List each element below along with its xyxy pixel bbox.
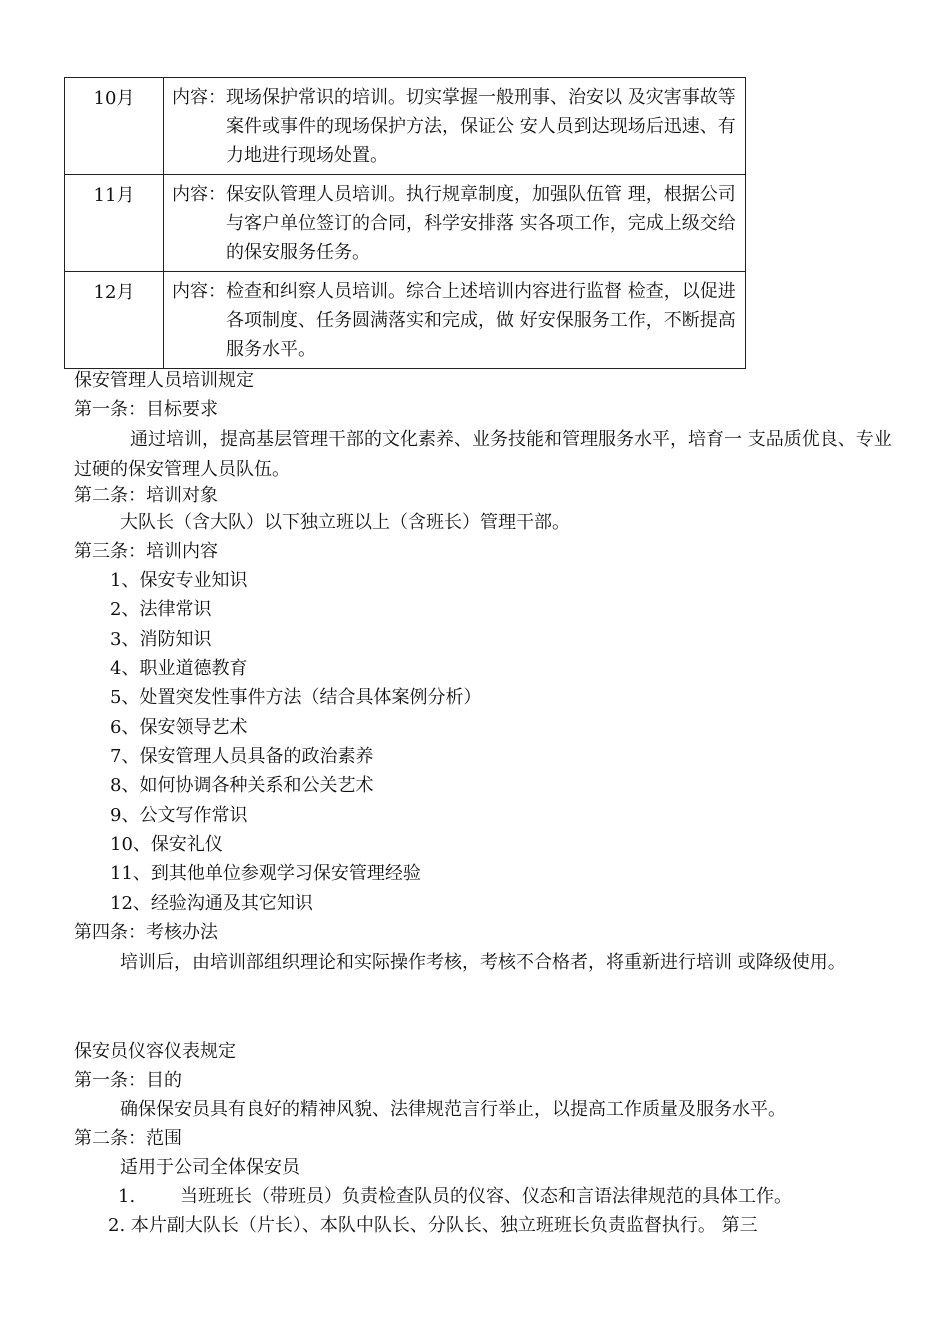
- content-text: 内容：检查和纠察人员培训。综合上述培训内容进行监督 检查，以促进各项制度、任务圆满落实和完成，做 好安保服务工作，不断提高服务水平。: [172, 281, 736, 360]
- month-cell: 10月: [65, 78, 164, 175]
- list-item: 10、保安礼仪: [110, 834, 223, 855]
- list-item: 2、法律常识: [110, 599, 212, 620]
- article-text: 通过培训，提高基层管理干部的文化素养、业务技能和管理服务水平，培育一 支品质优良、专业过硬的保安管理人员队伍。: [74, 429, 892, 480]
- article-heading: 第一条：目标要求: [74, 399, 218, 420]
- list-item: 8、如何协调各种关系和公关艺术: [110, 775, 374, 796]
- article-heading: 第二条：范围: [74, 1128, 182, 1149]
- article-heading: 第一条：目的: [74, 1070, 182, 1091]
- month-cell: 12月: [65, 272, 164, 369]
- month-cell: 11月: [65, 175, 164, 272]
- article-text: 适用于公司全体保安员: [120, 1157, 300, 1178]
- content-cell: [164, 272, 746, 369]
- list-item: 6、保安领导艺术: [110, 717, 248, 738]
- list-item: 2. 本片副大队长（片长）、本队中队长、分队长、独立班班长负责监督执行。 第三: [108, 1215, 758, 1236]
- content-cell: [164, 78, 746, 175]
- article-heading: 第四条：考核办法: [74, 922, 218, 943]
- list-item: 1、保安专业知识: [110, 570, 248, 591]
- list-item: 9、公文写作常识: [110, 805, 248, 826]
- article-heading: 第二条：培训对象: [74, 485, 218, 506]
- section-title: 保安员仪容仪表规定: [74, 1041, 236, 1062]
- content-cell: [164, 175, 746, 272]
- table-row: [65, 78, 746, 175]
- content-text: 内容：现场保护常识的培训。切实掌握一般刑事、治安以 及灾害事故等案件或事件的现场保护方法，保证公 安人员到达现场后迅速、有力地进行现场处置。: [172, 87, 736, 166]
- article-text: 确保保安员具有良好的精神风貌、法律规范言行举止，以提高工作质量及服务水平。: [120, 1099, 786, 1120]
- section-title: 保安管理人员培训规定: [74, 370, 254, 391]
- list-item: 3、消防知识: [110, 629, 212, 650]
- list-item-number: 1.: [118, 1186, 136, 1207]
- list-item: 7、保安管理人员具备的政治素养: [110, 746, 374, 767]
- table-row: [65, 175, 746, 272]
- list-item: 5、处置突发性事件方法（结合具体案例分析）: [110, 687, 482, 708]
- list-item: 12、经验沟通及其它知识: [110, 893, 313, 914]
- content-text: 内容：保安队管理人员培训。执行规章制度，加强队伍管 理，根据公司与客户单位签订的合同，科学安排落 实各项工作，完成上级交给的保安服务任务。: [172, 184, 736, 263]
- training-schedule-table: [64, 77, 746, 369]
- article-text: 培训后，由培训部组织理论和实际操作考核，考核不合格者，将重新进行培训 或降级使用。: [120, 952, 846, 973]
- article-text: 大队长（含大队）以下独立班以上（含班长）管理干部。: [120, 512, 570, 533]
- list-item: 当班班长（带班员）负责检查队员的仪容、仪态和言语法律规范的具体工作。: [180, 1186, 792, 1207]
- list-item: 4、职业道德教育: [110, 658, 248, 679]
- table-row: [65, 272, 746, 369]
- article-heading: 第三条：培训内容: [74, 541, 218, 562]
- list-item: 11、到其他单位参观学习保安管理经验: [110, 863, 421, 884]
